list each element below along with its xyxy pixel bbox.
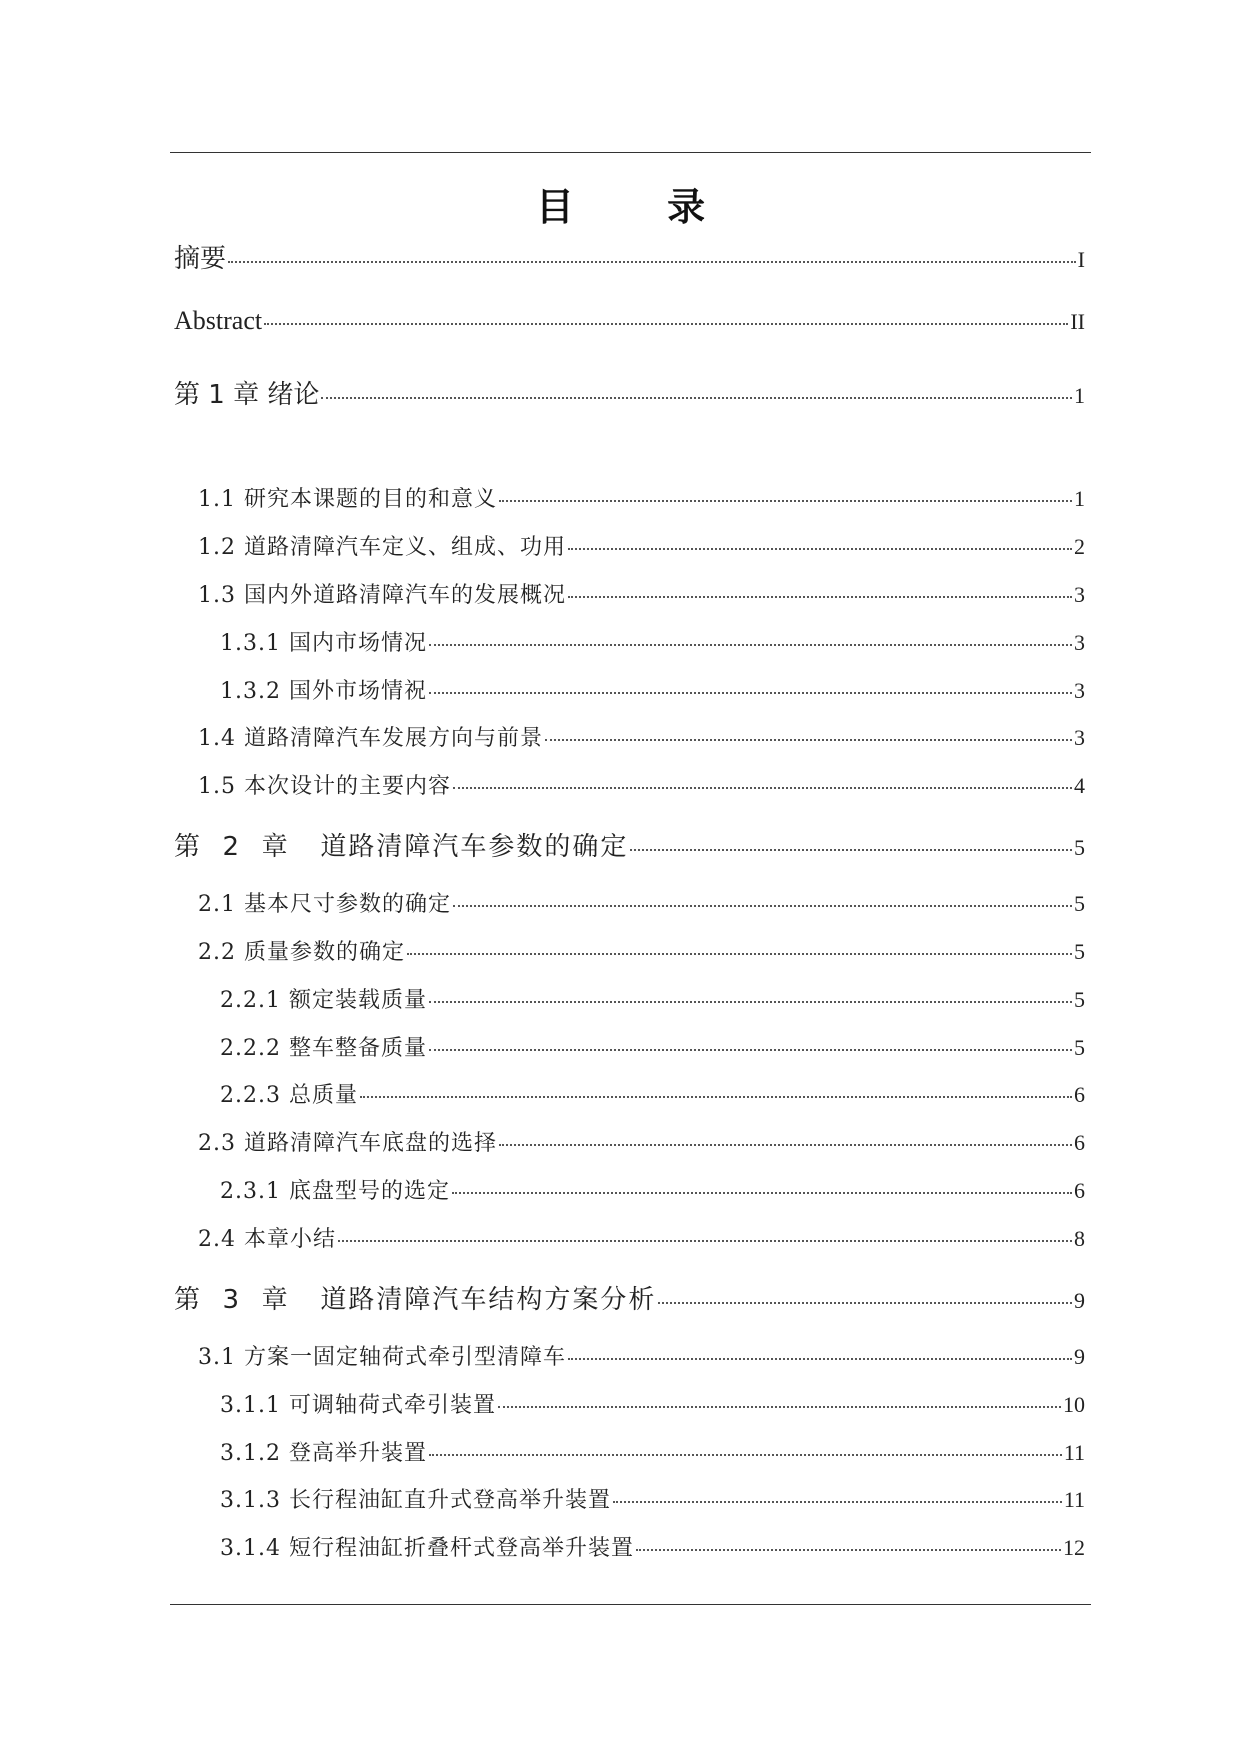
toc-entry-page: 9	[1074, 1344, 1085, 1369]
toc-entry-page: 3	[1074, 678, 1085, 703]
dot-leader	[453, 905, 1072, 907]
toc-entry-label: 3.1.4 短行程油缸折叠杆式登高举升装置	[220, 1536, 634, 1561]
toc-entry-label: 1.4 道路清障汽车发展方向与前景	[198, 726, 543, 751]
dot-leader	[429, 1001, 1072, 1003]
toc-entry-label: 2.2.1 额定装载质量	[220, 988, 427, 1013]
dot-leader	[630, 849, 1072, 851]
toc-entry-2-3[interactable]	[198, 1126, 1085, 1157]
dot-leader	[360, 1096, 1072, 1098]
toc-entry-page: 3	[1074, 725, 1085, 750]
toc-entry-page: 6	[1074, 1130, 1085, 1155]
toc-entry-1-3-1[interactable]	[220, 626, 1085, 657]
toc-entry-label: 1.5 本次设计的主要内容	[198, 774, 451, 799]
toc-entry-page: 1	[1074, 486, 1085, 511]
toc-entry-label: 3.1.2 登高举升装置	[220, 1441, 427, 1466]
toc-entry-chapter-1[interactable]	[174, 374, 1085, 411]
dot-leader	[228, 261, 1076, 263]
toc-entry-page: 3	[1074, 582, 1085, 607]
dot-leader	[338, 1240, 1072, 1242]
toc-entry-label: 2.1 基本尺寸参数的确定	[198, 892, 451, 917]
dot-leader	[499, 500, 1072, 502]
toc-entry-2-1[interactable]	[198, 887, 1085, 918]
toc-entry-label: Abstract	[174, 306, 263, 335]
toc-entry-page: 5	[1074, 835, 1085, 860]
dot-leader	[429, 692, 1072, 694]
dot-leader	[321, 397, 1072, 399]
dot-leader	[429, 1049, 1072, 1051]
toc-entry-page: 6	[1074, 1178, 1085, 1203]
toc-entry-3-1-2[interactable]	[220, 1436, 1085, 1467]
dot-leader	[568, 596, 1072, 598]
dot-leader	[452, 1192, 1072, 1194]
toc-entry-page: 1	[1074, 383, 1085, 408]
dot-leader	[264, 323, 1068, 325]
toc-entry-label: 1.1 研究本课题的目的和意义	[198, 487, 497, 512]
toc-entry-3-1[interactable]	[198, 1340, 1085, 1371]
toc-entry-page: 8	[1074, 1226, 1085, 1251]
toc-entry-page: 5	[1074, 891, 1085, 916]
toc-entry-label: 第 2 章 道路清障汽车参数的确定	[174, 832, 629, 862]
toc-entry-label: 3.1.3 长行程油缸直升式登高举升装置	[220, 1488, 611, 1513]
dot-leader	[636, 1549, 1061, 1551]
toc-entry-page: 11	[1063, 1487, 1085, 1512]
dot-leader	[453, 787, 1072, 789]
toc-entry-label: 2.2.3 总质量	[220, 1083, 358, 1108]
toc-entry-label: 2.2.2 整车整备质量	[220, 1036, 427, 1061]
dot-leader	[658, 1302, 1072, 1304]
dot-leader	[568, 548, 1072, 550]
toc-entry-3-1-4[interactable]	[220, 1531, 1085, 1562]
dot-leader	[545, 739, 1072, 741]
toc-entry-2-2[interactable]	[198, 935, 1085, 966]
toc-entry-page: 5	[1074, 987, 1085, 1012]
toc-entry-2-3-1[interactable]	[220, 1174, 1085, 1205]
page-title: 目 录	[535, 185, 746, 229]
footer-rule	[170, 1604, 1091, 1605]
toc-entry-page: 10	[1063, 1392, 1085, 1417]
toc-entry-label: 摘要	[174, 244, 227, 274]
toc-entry-1-2[interactable]	[198, 530, 1085, 561]
toc-entry-page: 5	[1074, 939, 1085, 964]
toc-entry-3-1-1[interactable]	[220, 1388, 1085, 1419]
toc-entry-label: 2.3.1 底盘型号的选定	[220, 1179, 450, 1204]
toc-entry-abstract-cn[interactable]	[174, 238, 1085, 275]
toc-entry-page: 3	[1074, 630, 1085, 655]
dot-leader	[613, 1501, 1062, 1503]
toc-entry-1-5[interactable]	[198, 769, 1085, 800]
dot-leader	[498, 1406, 1061, 1408]
toc-entry-page: 11	[1063, 1440, 1085, 1465]
toc-entry-2-2-1[interactable]	[220, 983, 1085, 1014]
toc-entry-1-4[interactable]	[198, 721, 1085, 752]
toc-entry-3-1-3[interactable]	[220, 1483, 1085, 1514]
toc-entry-label: 2.3 道路清障汽车底盘的选择	[198, 1131, 497, 1156]
toc-entry-chapter-3[interactable]	[174, 1279, 1085, 1316]
toc-entry-page: I	[1077, 247, 1085, 272]
toc-entry-label: 2.2 质量参数的确定	[198, 940, 405, 965]
toc-entry-page: II	[1070, 309, 1085, 334]
dot-leader	[429, 1454, 1062, 1456]
toc-entry-page: 2	[1074, 534, 1085, 559]
toc-entry-label: 3.1 方案一固定轴荷式牵引型清障车	[198, 1345, 566, 1370]
toc-entry-label: 1.3 国内外道路清障汽车的发展概况	[198, 583, 566, 608]
toc-entry-label: 2.4 本章小结	[198, 1227, 336, 1252]
toc-entry-label: 第 3 章 道路清障汽车结构方案分析	[174, 1285, 657, 1315]
toc-entry-2-4[interactable]	[198, 1222, 1085, 1253]
toc-entry-page: 5	[1074, 1035, 1085, 1060]
toc-entry-label: 1.2 道路清障汽车定义、组成、功用	[198, 535, 566, 560]
toc-entry-1-1[interactable]	[198, 482, 1085, 513]
toc-entry-chapter-2[interactable]	[174, 826, 1085, 863]
toc-entry-abstract-en[interactable]	[174, 306, 1085, 336]
toc-entry-1-3-2[interactable]	[220, 674, 1085, 705]
toc-entry-label: 1.3.2 国外市场情祝	[220, 679, 427, 704]
dot-leader	[568, 1358, 1072, 1360]
toc-entry-page: 6	[1074, 1082, 1085, 1107]
toc-entry-2-2-3[interactable]	[220, 1078, 1085, 1109]
toc-entry-page: 12	[1063, 1535, 1085, 1560]
dot-leader	[429, 644, 1072, 646]
toc-entry-label: 3.1.1 可调轴荷式牵引装置	[220, 1393, 496, 1418]
toc-entry-label: 第 1 章 绪论	[174, 380, 320, 410]
toc-entry-label: 1.3.1 国内市场情况	[220, 631, 427, 656]
toc-entry-page: 4	[1074, 773, 1085, 798]
toc-entry-page: 9	[1074, 1288, 1085, 1313]
dot-leader	[499, 1144, 1072, 1146]
toc-entry-1-3[interactable]	[198, 578, 1085, 609]
dot-leader	[407, 953, 1072, 955]
toc-entry-2-2-2[interactable]	[220, 1031, 1085, 1062]
